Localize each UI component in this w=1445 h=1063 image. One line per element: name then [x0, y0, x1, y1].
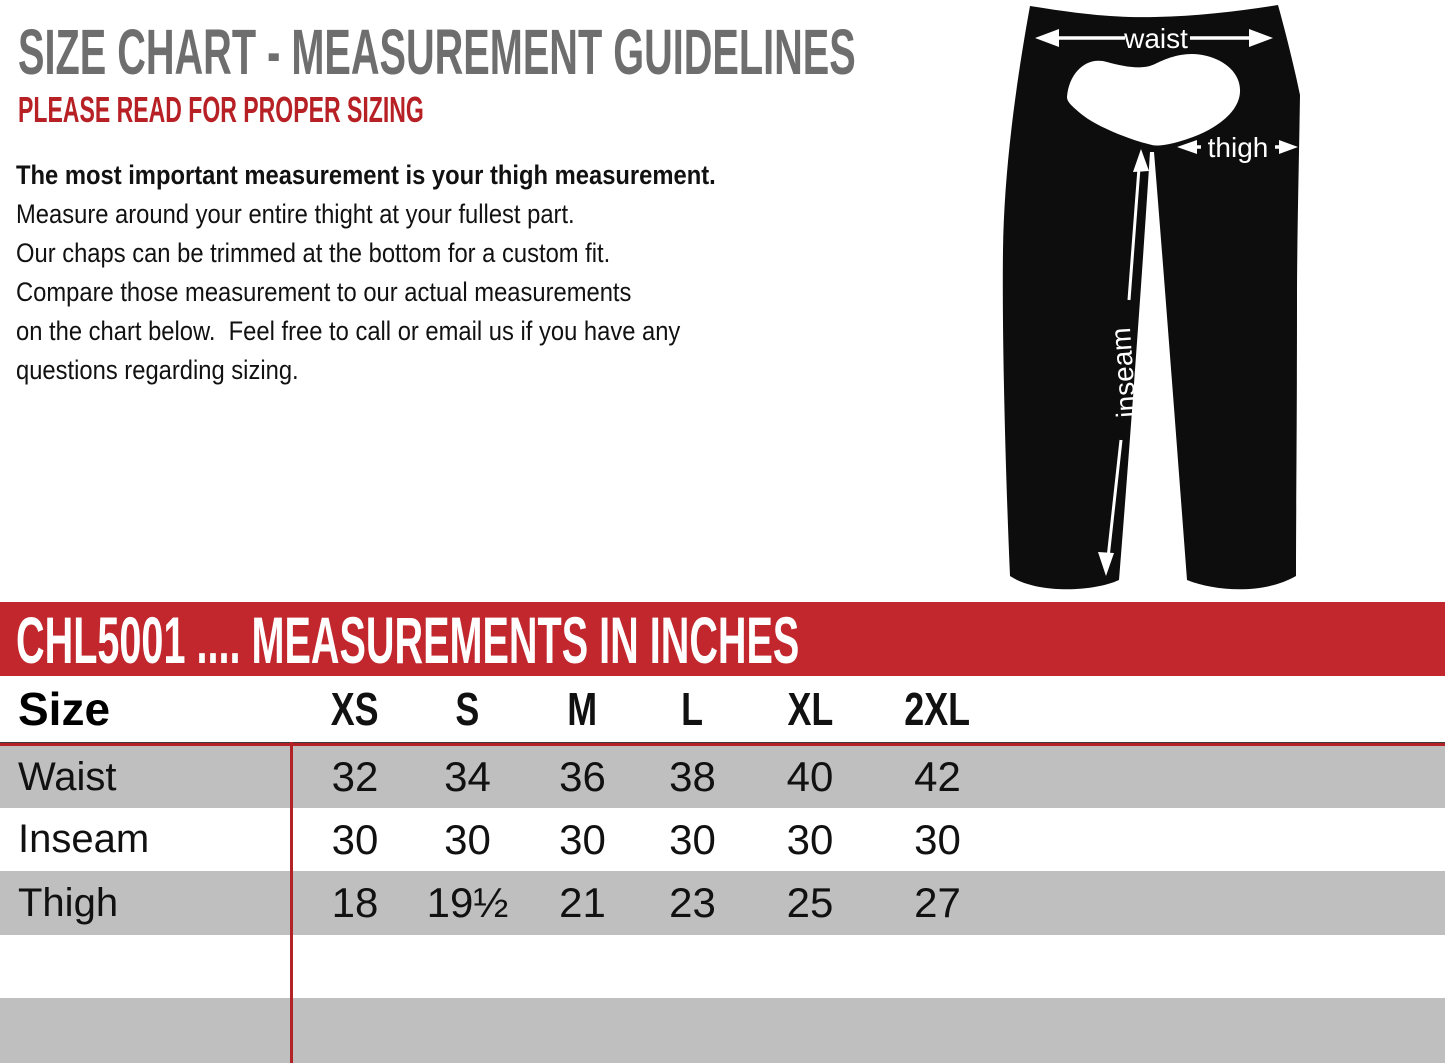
chaps-silhouette-image	[985, 0, 1315, 600]
table-row	[0, 808, 1445, 871]
row-label: Thigh	[18, 880, 119, 925]
intro-line: Measure around your entire thight at your fullest part.	[16, 199, 575, 229]
table-row	[0, 871, 1445, 935]
waist-label: waist	[1124, 23, 1188, 54]
intro-line: The most important measurement is your thigh measurement.	[16, 160, 716, 190]
cell-value: 18	[331, 879, 379, 926]
page-title: SIZE CHART - MEASUREMENT GUIDELINES	[18, 16, 856, 88]
model-banner-text: CHL5001 .... MEASUREMENTS IN INCHES	[16, 603, 800, 677]
cell-value: 25	[786, 879, 834, 926]
cell-value: 32	[331, 753, 379, 800]
thigh-label: thigh	[1207, 132, 1269, 163]
cell-value: 34	[444, 753, 491, 800]
row-label: Waist	[18, 754, 117, 799]
table-row	[0, 746, 1445, 808]
cell-value: 30	[786, 815, 834, 863]
cell-value: 30	[914, 815, 961, 863]
size-table-body	[0, 746, 1445, 1063]
column-header-2xl: 2XL	[904, 683, 971, 735]
intro-line: on the chart below. Feel free to call or email us if you have any	[16, 316, 681, 346]
column-header-m: M	[567, 683, 598, 735]
cell-value: 40	[786, 753, 834, 800]
cell-value: 30	[331, 815, 379, 863]
column-header-xl: XL	[787, 683, 833, 735]
row-label: Inseam	[18, 817, 150, 861]
column-header-xs: XS	[331, 683, 379, 735]
intro-paragraph	[16, 156, 811, 390]
cell-value: 27	[914, 879, 961, 926]
cell-value: 21	[559, 879, 606, 926]
table-row	[0, 935, 1445, 998]
column-header-s: S	[455, 683, 480, 735]
page-subtitle: PLEASE READ FOR PROPER SIZING	[18, 89, 424, 130]
size-column-header: Size	[18, 683, 111, 735]
cell-value: 30	[669, 815, 716, 863]
intro-line: Our chaps can be trimmed at the bottom for a custom fit.	[16, 238, 611, 268]
column-header-l: L	[681, 683, 704, 735]
model-banner	[0, 602, 1445, 676]
table-column-divider	[290, 742, 293, 1063]
chaps-measurement-diagram	[985, 0, 1315, 600]
cell-value: 36	[559, 753, 606, 800]
size-table-header	[0, 676, 1445, 742]
cell-value: 38	[669, 753, 716, 800]
cell-value: 19½	[426, 879, 509, 926]
table-row	[0, 998, 1445, 1063]
inseam-label: inseam	[1104, 326, 1143, 419]
intro-line: Compare those measurement to our actual measurements	[16, 277, 632, 307]
cell-value: 23	[669, 879, 716, 926]
cell-value: 30	[444, 815, 491, 863]
intro-line: questions regarding sizing.	[16, 355, 299, 385]
cell-value: 30	[559, 815, 606, 863]
cell-value: 42	[914, 753, 961, 800]
